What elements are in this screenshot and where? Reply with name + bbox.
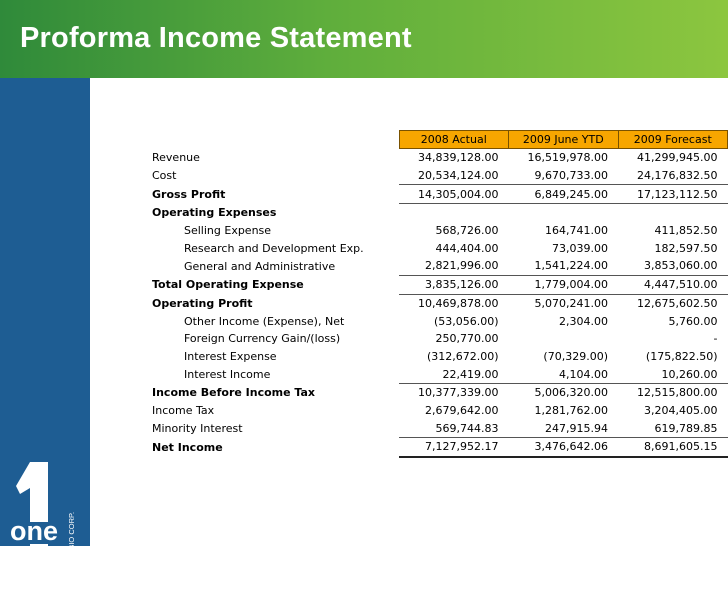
cell-2008: 2,679,642.00 xyxy=(425,403,499,417)
cell-2009-ytd: 1,541,224.00 xyxy=(509,257,618,275)
cell-2009-forecast: 10,260.00 xyxy=(618,365,728,383)
slide-number: 19 xyxy=(44,588,59,603)
row-income-tax xyxy=(148,402,728,420)
row-operating-profit xyxy=(148,294,728,312)
row-label: Operating Expenses xyxy=(152,206,277,220)
cell-2009-forecast: 3,204,405.00 xyxy=(644,403,718,417)
cell-2009-ytd: 4,104.00 xyxy=(509,365,618,383)
row-interest-expense xyxy=(148,348,728,366)
cell-2009-ytd: 5,006,320.00 xyxy=(534,386,608,400)
cell-2008: 14,305,004.00 xyxy=(399,185,508,204)
cell-2009-forecast: 5,760.00 xyxy=(668,314,718,328)
row-label: Income Before Income Tax xyxy=(152,386,316,400)
header-2009-forecast: 2009 Forecast xyxy=(618,131,728,149)
row-label: Revenue xyxy=(152,151,200,165)
cell-2008: 2,821,996.00 xyxy=(399,257,508,275)
cell-2009-forecast: 41,299,945.00 xyxy=(637,151,718,165)
slide-content xyxy=(90,78,728,546)
cell-2008: 569,744.83 xyxy=(399,419,508,437)
cell-2009-forecast: 619,789.85 xyxy=(618,419,728,437)
logo-corp-text: ONE BIO CORP. xyxy=(67,511,76,568)
cell-2009-ytd: 3,476,642.06 xyxy=(509,438,618,457)
header-2009-june-ytd: 2009 June YTD xyxy=(509,131,618,149)
header-2008-actual: 2008 Actual xyxy=(399,131,508,149)
row-label: Operating Profit xyxy=(152,296,253,310)
cell-2008: 568,726.00 xyxy=(435,224,499,238)
row-minority-interest xyxy=(148,419,728,437)
row-label: Gross Profit xyxy=(152,187,226,201)
row-total-operating-expense xyxy=(148,275,728,294)
left-sidebar xyxy=(0,78,90,603)
cell-2008: 10,377,339.00 xyxy=(418,386,499,400)
cell-2008: 22,419.00 xyxy=(399,365,508,383)
cell-2009-ytd: 1,779,004.00 xyxy=(509,275,618,294)
row-research-development xyxy=(148,239,728,257)
row-revenue xyxy=(148,149,728,167)
row-label: Research and Development Exp. xyxy=(184,241,364,255)
row-foreign-currency xyxy=(148,330,728,348)
cell-2008: 20,534,124.00 xyxy=(399,167,508,185)
cell-2009-ytd: 6,849,245.00 xyxy=(509,185,618,204)
title-bar xyxy=(0,0,728,78)
row-label: Net Income xyxy=(152,440,223,454)
cell-2009-ytd xyxy=(509,204,618,222)
cell-2009-ytd: 1,281,762.00 xyxy=(534,403,608,417)
cell-2009-forecast: 4,447,510.00 xyxy=(618,275,728,294)
row-operating-expenses xyxy=(148,204,728,222)
row-label: Interest Expense xyxy=(184,349,277,363)
cell-2008: 250,770.00 xyxy=(435,332,499,346)
cell-2008: (53,056.00) xyxy=(433,314,499,328)
cell-2008: 34,839,128.00 xyxy=(418,151,499,165)
cell-2009-ytd: 9,670,733.00 xyxy=(509,167,618,185)
row-other-income xyxy=(148,312,728,330)
cell-2009-ytd: 2,304.00 xyxy=(559,314,608,328)
cell-2009-forecast: 411,852.50 xyxy=(654,224,718,238)
row-label: Cost xyxy=(152,169,177,183)
cell-2009-forecast: 17,123,112.50 xyxy=(618,185,728,204)
row-label: Foreign Currency Gain/(loss) xyxy=(184,332,341,346)
cell-2009-forecast: 12,675,602.50 xyxy=(637,296,718,310)
cell-2009-forecast: 8,691,605.15 xyxy=(618,438,728,457)
row-label: Other Income (Expense), Net xyxy=(184,314,345,328)
slide-title: Proforma Income Statement xyxy=(20,22,412,54)
row-interest-income xyxy=(148,365,728,383)
cell-2008 xyxy=(399,204,508,222)
header-label-blank xyxy=(148,131,399,149)
row-label: Total Operating Expense xyxy=(152,278,304,292)
cell-2009-ytd: 5,070,241.00 xyxy=(534,296,608,310)
cell-2009-forecast: 182,597.50 xyxy=(654,241,718,255)
row-label: General and Administrative xyxy=(184,259,336,273)
income-statement-table xyxy=(148,130,728,458)
row-cost xyxy=(148,167,728,185)
cell-2009-forecast: 3,853,060.00 xyxy=(618,257,728,275)
row-label: Income Tax xyxy=(152,403,215,417)
row-selling-expense xyxy=(148,222,728,240)
row-label: Minority Interest xyxy=(152,421,243,435)
cell-2008: 3,835,126.00 xyxy=(399,275,508,294)
cell-2008: 7,127,952.17 xyxy=(399,438,508,457)
one-bio-logo xyxy=(8,458,88,578)
cell-2009-ytd: 164,741.00 xyxy=(545,224,608,238)
cell-2009-forecast: 24,176,832.50 xyxy=(618,167,728,185)
cell-2009-forecast: (175,822.50) xyxy=(645,349,718,363)
row-income-before-tax xyxy=(148,383,728,401)
cell-2008: (312,672.00) xyxy=(426,349,499,363)
table-header-row xyxy=(148,131,728,149)
cell-2009-ytd xyxy=(509,330,618,348)
cell-2009-forecast xyxy=(618,204,728,222)
row-label: Selling Expense xyxy=(184,224,272,238)
cell-2009-ytd: 247,915.94 xyxy=(509,419,618,437)
cell-2009-ytd: 16,519,978.00 xyxy=(527,151,608,165)
cell-2009-forecast: 12,515,800.00 xyxy=(637,386,718,400)
cell-2008: 10,469,878.00 xyxy=(418,296,499,310)
row-gross-profit xyxy=(148,185,728,204)
cell-2008: 444,404.00 xyxy=(435,241,499,255)
row-label: Interest Income xyxy=(184,367,271,381)
cell-2009-ytd: 73,039.00 xyxy=(552,241,608,255)
cell-2009-forecast: - xyxy=(713,332,718,346)
cell-2009-ytd: (70,329.00) xyxy=(543,349,608,363)
row-net-income xyxy=(148,438,728,457)
logo-one-text: one xyxy=(10,516,59,546)
row-general-administrative xyxy=(148,257,728,275)
